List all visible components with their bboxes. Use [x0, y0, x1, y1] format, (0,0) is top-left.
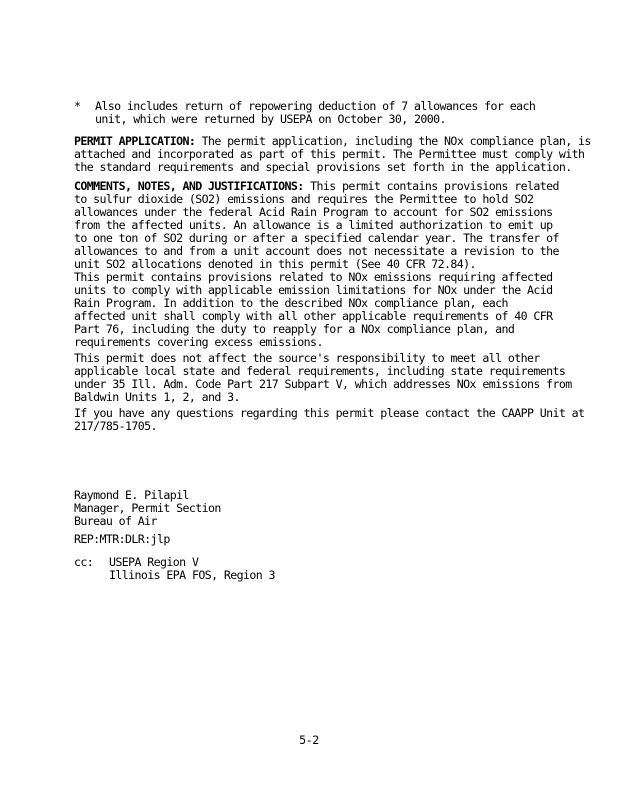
comments-heading: COMMENTS, NOTES, AND JUSTIFICATIONS: [74, 179, 304, 193]
permit-application-line: the standard requirements and special provisions set forth in the application. [74, 160, 572, 174]
nox-line: This permit contains provisions related to NOx emissions requiring affected [74, 270, 553, 284]
permit-application-paragraph [74, 134, 591, 174]
bullet-mark: * [74, 99, 81, 113]
signature-block [74, 489, 584, 528]
permit-application-heading: PERMIT APPLICATION: [74, 134, 196, 148]
responsibility-paragraph [74, 352, 584, 404]
nox-line: affected unit shall comply with all other applicable requirements of 40 CFR [74, 309, 553, 323]
reference-text: REP:MTR:DLR:jlp [74, 532, 170, 546]
nox-line: Part 76, including the duty to reapply for a NOx compliance plan, and [74, 322, 515, 336]
bullet-text [95, 100, 585, 126]
cc-recipient: Illinois EPA FOS, Region 3 [109, 568, 275, 582]
reference-initials [74, 533, 584, 546]
cc-recipient: USEPA Region V [109, 555, 199, 569]
nox-paragraph [74, 271, 584, 349]
nox-line: requirements covering excess emissions. [74, 335, 323, 349]
signature-bureau: Bureau of Air [74, 514, 157, 528]
contact-line: If you have any questions regarding this permit please contact the CAAPP Unit at [74, 406, 585, 420]
comments-line: allowances to and from a unit account does not necessitate a revision to the [74, 244, 559, 258]
comments-line: to sulfur dioxide (SO2) emissions and requires the Permittee to hold SO2 [74, 192, 534, 206]
responsibility-line: under 35 Ill. Adm. Code Part 217 Subpart V, which addresses NOx emissions from [74, 377, 572, 391]
comments-line: allowances under the federal Acid Rain Program to account for SO2 emissions [74, 205, 553, 219]
cc-recipients [109, 556, 579, 582]
cc-label: cc: [74, 555, 94, 569]
permit-application-line: attached and incorporated as part of this permit. The Permittee must comply with [74, 147, 585, 161]
responsibility-line: applicable local state and federal requirements, including state requirements [74, 364, 566, 378]
responsibility-line: Baldwin Units 1, 2, and 3. [74, 390, 240, 404]
comments-line: This permit contains provisions related [303, 179, 559, 193]
permit-application-line: The permit application, including the NOx compliance plan, is [195, 134, 591, 148]
nox-line: units to comply with applicable emission limitations for NOx under the Acid [74, 283, 553, 297]
bullet-line: unit, which were returned by USEPA on October 30, 2000. [95, 112, 446, 126]
contact-line: 217/785-1705. [74, 419, 157, 433]
page-number: 5-2 [299, 733, 319, 747]
comments-line: unit SO2 allocations denoted in this permit (See 40 CFR 72.84). [74, 257, 476, 271]
nox-line: Rain Program. In addition to the described NOx compliance plan, each [74, 296, 508, 310]
signature-name: Raymond E. Pilapil [74, 488, 189, 502]
responsibility-line: This permit does not affect the source's responsibility to meet all other [74, 351, 540, 365]
comments-paragraph [74, 180, 584, 271]
bullet-line: Also includes return of repowering deduction of 7 allowances for each [95, 99, 536, 113]
contact-paragraph [74, 407, 584, 433]
comments-line: from the affected units. An allowance is a limited authorization to emit up [74, 218, 553, 232]
signature-title: Manager, Permit Section [74, 501, 221, 515]
comments-line: to one ton of SO2 during or after a specified calendar year. The transfer of [74, 231, 559, 245]
